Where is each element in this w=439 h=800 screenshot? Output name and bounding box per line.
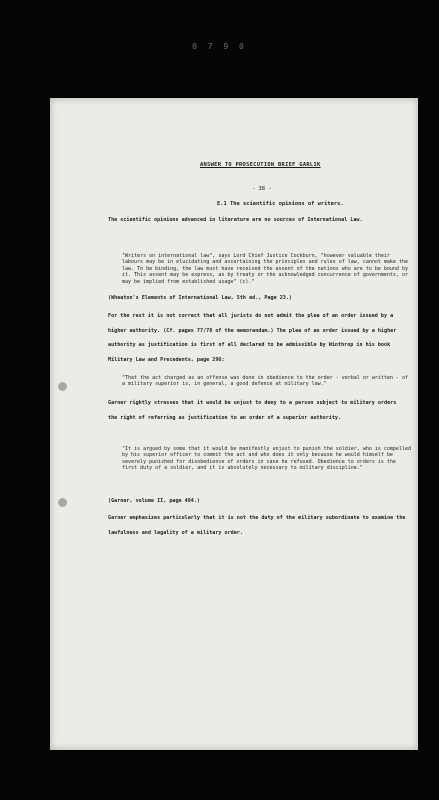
- winthrop-quote: "That the act charged as an offense was done in obedience to the order - verbal or written - of a military superior is, in general, a good defence at military law.": [122, 375, 408, 388]
- garner-quote: "It is argued by some that it would be manifestly unjust to punish the soldier, who is compelled by his superior officer to commit the act and who does it only because he would himself be severely punished for disobedience of orders in case he refused. Obedience to orders is the first duty of a soldier, and it is absolutely necessary to military discipline.": [122, 446, 411, 472]
- page-number: - 38 -: [252, 186, 272, 192]
- garner-citation: (Garner, volume II, page 484.): [108, 498, 201, 504]
- garner-emphasis-paragraph: Garner emphasizes particularly that it is not the duty of the military subordinate to examine the lawfulness and legality of a military order.: [108, 515, 406, 536]
- punch-hole-bottom: [58, 498, 67, 507]
- document-page: [50, 98, 418, 750]
- wheaton-citation: (Wheaton's Elements of International Law, 5th ed., Page 23.): [108, 295, 293, 301]
- document-header: ANSWER TO PROSECUTION BRIEF GARLIK: [200, 162, 321, 168]
- microfilm-frame-number: 0 7 9 0: [192, 42, 247, 51]
- section-title: E.1 The scientific opinions of writers.: [217, 201, 344, 207]
- intro-paragraph: The scientific opinions advanced in literature are no sources of International Law.: [108, 217, 363, 223]
- garner-paragraph: Garner rightly stresses that it would be unjust to deny to a person subject to military orders the right of referring as justification to an order of a superior authority.: [108, 400, 397, 421]
- winthrop-paragraph: For the rest it is not correct that all jurists do not admit the plea of an order issued by a higher authority. (Cf. pages 77/78 of the memorandum.) The plea of an order issued by a higher authority as justification is first of all declared to be admissible by Winthrop in his book Military Law and Precedents, page 296:: [108, 313, 397, 363]
- cockburn-quote: "Writers on international law", says Lord Chief Justice Cockburn, "however valuable their labours may be in elucidating and ascertaining the principles and rules of law, cannot make the law. To be binding, the law must have received the assent of the nations who are to be bound by it. This assent may be express, as by treaty or the acknowledged concurrence of governments, or may be implied from established usage" (c).": [122, 253, 408, 285]
- punch-hole-top: [58, 382, 67, 391]
